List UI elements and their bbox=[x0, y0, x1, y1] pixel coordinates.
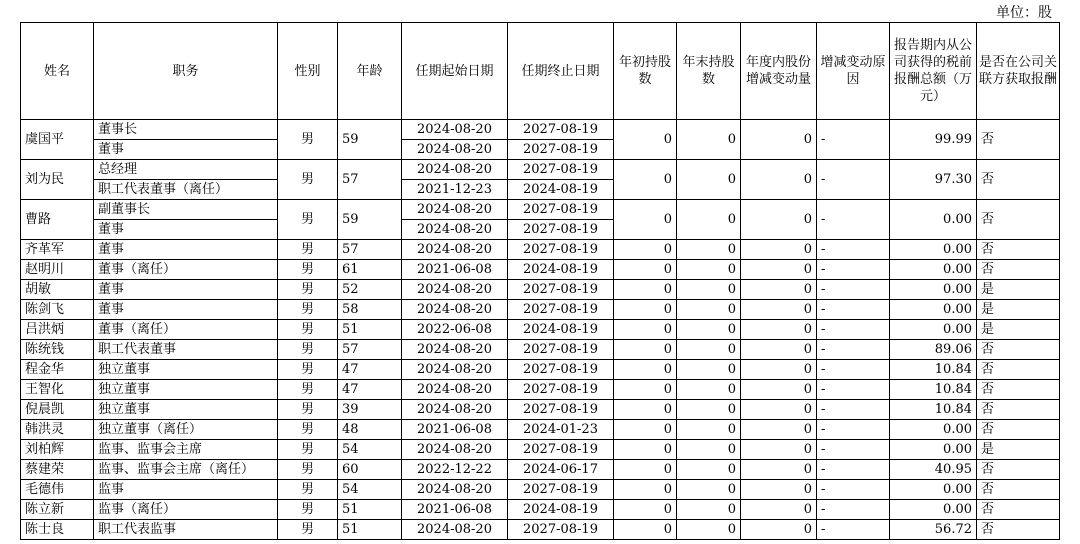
term-end-cell: 2027-08-19 bbox=[508, 380, 614, 400]
share-change-cell: 0 bbox=[741, 240, 817, 260]
end-shares-cell: 0 bbox=[677, 520, 741, 540]
role-title: 监事 bbox=[94, 480, 278, 500]
term-end-cell: 2024-08-19 bbox=[508, 500, 614, 520]
change-reason-cell: - bbox=[817, 200, 890, 240]
related-pay-cell: 否 bbox=[977, 340, 1060, 360]
share-change-cell: 0 bbox=[741, 260, 817, 280]
gender-cell: 男 bbox=[278, 520, 338, 540]
change-reason-cell: - bbox=[817, 500, 890, 520]
table-row bbox=[21, 120, 1060, 140]
table-row bbox=[21, 440, 1060, 460]
change-reason-cell: - bbox=[817, 240, 890, 260]
end-shares-cell: 0 bbox=[677, 420, 741, 440]
pay-cell: 0.00 bbox=[890, 260, 977, 280]
term-start-cell: 2024-08-20 bbox=[402, 220, 508, 240]
term-start-cell: 2024-08-20 bbox=[402, 520, 508, 540]
table-row bbox=[21, 160, 1060, 180]
role-title: 职工代表董事 bbox=[94, 340, 278, 360]
role-title: 监事（离任） bbox=[94, 500, 278, 520]
gender-cell: 男 bbox=[278, 260, 338, 280]
gender-cell: 男 bbox=[278, 360, 338, 380]
term-end-cell: 2027-08-19 bbox=[508, 140, 614, 160]
share-change-cell: 0 bbox=[741, 500, 817, 520]
change-reason-cell: - bbox=[817, 300, 890, 320]
end-shares-cell: 0 bbox=[677, 460, 741, 480]
share-change-cell: 0 bbox=[741, 160, 817, 200]
share-change-cell: 0 bbox=[741, 480, 817, 500]
table-row bbox=[21, 200, 1060, 220]
related-pay-cell: 否 bbox=[977, 420, 1060, 440]
start-shares-cell: 0 bbox=[614, 480, 677, 500]
term-start-cell: 2024-08-20 bbox=[402, 240, 508, 260]
start-shares-cell: 0 bbox=[614, 160, 677, 200]
change-reason-cell: - bbox=[817, 360, 890, 380]
role-title: 董事（离任） bbox=[94, 260, 278, 280]
term-end-cell: 2027-08-19 bbox=[508, 220, 614, 240]
role-title: 独立董事 bbox=[94, 360, 278, 380]
change-reason-cell: - bbox=[817, 120, 890, 160]
table-row bbox=[21, 240, 1060, 260]
role-title: 董事 bbox=[94, 140, 278, 160]
person-name: 程金华 bbox=[21, 360, 94, 380]
related-pay-cell: 否 bbox=[977, 240, 1060, 260]
related-pay-cell: 否 bbox=[977, 480, 1060, 500]
pay-cell: 0.00 bbox=[890, 420, 977, 440]
term-start-cell: 2021-06-08 bbox=[402, 500, 508, 520]
related-pay-cell: 否 bbox=[977, 400, 1060, 420]
person-name: 陈士良 bbox=[21, 520, 94, 540]
share-change-cell: 0 bbox=[741, 400, 817, 420]
pay-cell: 0.00 bbox=[890, 320, 977, 340]
header-start-shares: 年初持股数 bbox=[614, 23, 677, 120]
gender-cell: 男 bbox=[278, 120, 338, 160]
header-term-start: 任期起始日期 bbox=[402, 23, 508, 120]
change-reason-cell: - bbox=[817, 340, 890, 360]
table-row bbox=[21, 380, 1060, 400]
person-name: 陈剑飞 bbox=[21, 300, 94, 320]
share-change-cell: 0 bbox=[741, 420, 817, 440]
end-shares-cell: 0 bbox=[677, 340, 741, 360]
related-pay-cell: 否 bbox=[977, 460, 1060, 480]
term-end-cell: 2027-08-19 bbox=[508, 360, 614, 380]
age-cell: 57 bbox=[338, 240, 402, 260]
start-shares-cell: 0 bbox=[614, 440, 677, 460]
person-name: 刘为民 bbox=[21, 160, 94, 200]
end-shares-cell: 0 bbox=[677, 440, 741, 460]
share-change-cell: 0 bbox=[741, 360, 817, 380]
term-start-cell: 2021-06-08 bbox=[402, 260, 508, 280]
header-position: 职务 bbox=[94, 23, 278, 120]
start-shares-cell: 0 bbox=[614, 360, 677, 380]
term-start-cell: 2024-08-20 bbox=[402, 380, 508, 400]
term-start-cell: 2024-08-20 bbox=[402, 480, 508, 500]
change-reason-cell: - bbox=[817, 460, 890, 480]
person-name: 陈统钱 bbox=[21, 340, 94, 360]
start-shares-cell: 0 bbox=[614, 320, 677, 340]
pay-cell: 99.99 bbox=[890, 120, 977, 160]
related-pay-cell: 否 bbox=[977, 200, 1060, 240]
related-pay-cell: 否 bbox=[977, 120, 1060, 160]
term-end-cell: 2027-08-19 bbox=[508, 480, 614, 500]
role-title: 董事 bbox=[94, 220, 278, 240]
pay-cell: 0.00 bbox=[890, 500, 977, 520]
related-pay-cell: 否 bbox=[977, 360, 1060, 380]
header-end-shares: 年末持股数 bbox=[677, 23, 741, 120]
share-change-cell: 0 bbox=[741, 300, 817, 320]
age-cell: 47 bbox=[338, 380, 402, 400]
header-row bbox=[21, 23, 1060, 120]
gender-cell: 男 bbox=[278, 480, 338, 500]
age-cell: 59 bbox=[338, 120, 402, 160]
start-shares-cell: 0 bbox=[614, 200, 677, 240]
share-change-cell: 0 bbox=[741, 440, 817, 460]
start-shares-cell: 0 bbox=[614, 340, 677, 360]
term-start-cell: 2021-12-23 bbox=[402, 180, 508, 200]
term-end-cell: 2027-08-19 bbox=[508, 340, 614, 360]
role-title: 董事 bbox=[94, 280, 278, 300]
related-pay-cell: 否 bbox=[977, 380, 1060, 400]
table-row bbox=[21, 520, 1060, 540]
pay-cell: 0.00 bbox=[890, 480, 977, 500]
pay-cell: 0.00 bbox=[890, 240, 977, 260]
start-shares-cell: 0 bbox=[614, 300, 677, 320]
person-name: 曹路 bbox=[21, 200, 94, 240]
term-start-cell: 2024-08-20 bbox=[402, 300, 508, 320]
term-start-cell: 2022-06-08 bbox=[402, 320, 508, 340]
term-start-cell: 2024-08-20 bbox=[402, 440, 508, 460]
person-name: 胡敏 bbox=[21, 280, 94, 300]
start-shares-cell: 0 bbox=[614, 120, 677, 160]
share-change-cell: 0 bbox=[741, 280, 817, 300]
change-reason-cell: - bbox=[817, 160, 890, 200]
change-reason-cell: - bbox=[817, 420, 890, 440]
term-end-cell: 2027-08-19 bbox=[508, 280, 614, 300]
end-shares-cell: 0 bbox=[677, 320, 741, 340]
start-shares-cell: 0 bbox=[614, 460, 677, 480]
table-body bbox=[21, 120, 1060, 540]
share-change-cell: 0 bbox=[741, 340, 817, 360]
pay-cell: 89.06 bbox=[890, 340, 977, 360]
role-title: 监事、监事会主席（离任） bbox=[94, 460, 278, 480]
start-shares-cell: 0 bbox=[614, 240, 677, 260]
pay-cell: 0.00 bbox=[890, 200, 977, 240]
pay-cell: 10.84 bbox=[890, 360, 977, 380]
table-row bbox=[21, 340, 1060, 360]
role-title: 董事 bbox=[94, 240, 278, 260]
table-row bbox=[21, 480, 1060, 500]
start-shares-cell: 0 bbox=[614, 400, 677, 420]
table-row bbox=[21, 500, 1060, 520]
pay-cell: 0.00 bbox=[890, 300, 977, 320]
term-end-cell: 2027-08-19 bbox=[508, 200, 614, 220]
table-row bbox=[21, 460, 1060, 480]
person-name: 陈立新 bbox=[21, 500, 94, 520]
term-end-cell: 2027-08-19 bbox=[508, 120, 614, 140]
gender-cell: 男 bbox=[278, 400, 338, 420]
age-cell: 60 bbox=[338, 460, 402, 480]
end-shares-cell: 0 bbox=[677, 200, 741, 240]
age-cell: 51 bbox=[338, 320, 402, 340]
term-end-cell: 2027-08-19 bbox=[508, 300, 614, 320]
pay-cell: 0.00 bbox=[890, 440, 977, 460]
header-name: 姓名 bbox=[21, 23, 94, 120]
person-name: 韩洪灵 bbox=[21, 420, 94, 440]
term-end-cell: 2024-06-17 bbox=[508, 460, 614, 480]
share-change-cell: 0 bbox=[741, 320, 817, 340]
start-shares-cell: 0 bbox=[614, 500, 677, 520]
share-change-cell: 0 bbox=[741, 380, 817, 400]
gender-cell: 男 bbox=[278, 460, 338, 480]
end-shares-cell: 0 bbox=[677, 240, 741, 260]
change-reason-cell: - bbox=[817, 480, 890, 500]
header-share-change: 年度内股份增减变动量 bbox=[741, 23, 817, 120]
term-start-cell: 2024-08-20 bbox=[402, 280, 508, 300]
end-shares-cell: 0 bbox=[677, 380, 741, 400]
age-cell: 51 bbox=[338, 520, 402, 540]
age-cell: 54 bbox=[338, 480, 402, 500]
related-pay-cell: 是 bbox=[977, 300, 1060, 320]
role-title: 董事（离任） bbox=[94, 320, 278, 340]
end-shares-cell: 0 bbox=[677, 120, 741, 160]
age-cell: 54 bbox=[338, 440, 402, 460]
share-change-cell: 0 bbox=[741, 520, 817, 540]
age-cell: 52 bbox=[338, 280, 402, 300]
gender-cell: 男 bbox=[278, 420, 338, 440]
related-pay-cell: 是 bbox=[977, 440, 1060, 460]
role-title: 独立董事（离任） bbox=[94, 420, 278, 440]
related-pay-cell: 否 bbox=[977, 160, 1060, 200]
pay-cell: 10.84 bbox=[890, 400, 977, 420]
start-shares-cell: 0 bbox=[614, 280, 677, 300]
start-shares-cell: 0 bbox=[614, 260, 677, 280]
share-change-cell: 0 bbox=[741, 460, 817, 480]
table-row bbox=[21, 280, 1060, 300]
end-shares-cell: 0 bbox=[677, 360, 741, 380]
pay-cell: 97.30 bbox=[890, 160, 977, 200]
term-start-cell: 2024-08-20 bbox=[402, 360, 508, 380]
related-pay-cell: 是 bbox=[977, 320, 1060, 340]
table-row bbox=[21, 360, 1060, 380]
term-start-cell: 2024-08-20 bbox=[402, 200, 508, 220]
end-shares-cell: 0 bbox=[677, 300, 741, 320]
age-cell: 58 bbox=[338, 300, 402, 320]
end-shares-cell: 0 bbox=[677, 160, 741, 200]
term-end-cell: 2024-01-23 bbox=[508, 420, 614, 440]
table-row bbox=[21, 400, 1060, 420]
term-end-cell: 2027-08-19 bbox=[508, 440, 614, 460]
header-pay: 报告期内从公司获得的税前报酬总额（万元） bbox=[890, 23, 977, 120]
pay-cell: 10.84 bbox=[890, 380, 977, 400]
gender-cell: 男 bbox=[278, 280, 338, 300]
change-reason-cell: - bbox=[817, 280, 890, 300]
header-term-end: 任期终止日期 bbox=[508, 23, 614, 120]
role-title: 职工代表董事（离任） bbox=[94, 180, 278, 200]
age-cell: 61 bbox=[338, 260, 402, 280]
related-pay-cell: 否 bbox=[977, 260, 1060, 280]
term-end-cell: 2024-08-19 bbox=[508, 180, 614, 200]
gender-cell: 男 bbox=[278, 320, 338, 340]
role-title: 独立董事 bbox=[94, 400, 278, 420]
gender-cell: 男 bbox=[278, 200, 338, 240]
role-title: 总经理 bbox=[94, 160, 278, 180]
term-start-cell: 2024-08-20 bbox=[402, 120, 508, 140]
person-name: 毛德伟 bbox=[21, 480, 94, 500]
share-change-cell: 0 bbox=[741, 200, 817, 240]
role-title: 职工代表监事 bbox=[94, 520, 278, 540]
header-related-pay: 是否在公司关联方获取报酬 bbox=[977, 23, 1060, 120]
change-reason-cell: - bbox=[817, 260, 890, 280]
age-cell: 59 bbox=[338, 200, 402, 240]
age-cell: 47 bbox=[338, 360, 402, 380]
pay-cell: 40.95 bbox=[890, 460, 977, 480]
change-reason-cell: - bbox=[817, 520, 890, 540]
table-row bbox=[21, 300, 1060, 320]
table-row bbox=[21, 420, 1060, 440]
gender-cell: 男 bbox=[278, 300, 338, 320]
pay-cell: 56.72 bbox=[890, 520, 977, 540]
start-shares-cell: 0 bbox=[614, 420, 677, 440]
pay-cell: 0.00 bbox=[890, 280, 977, 300]
end-shares-cell: 0 bbox=[677, 260, 741, 280]
person-name: 倪晨凯 bbox=[21, 400, 94, 420]
gender-cell: 男 bbox=[278, 500, 338, 520]
term-end-cell: 2027-08-19 bbox=[508, 400, 614, 420]
role-title: 独立董事 bbox=[94, 380, 278, 400]
gender-cell: 男 bbox=[278, 160, 338, 200]
gender-cell: 男 bbox=[278, 380, 338, 400]
change-reason-cell: - bbox=[817, 400, 890, 420]
gender-cell: 男 bbox=[278, 440, 338, 460]
share-change-cell: 0 bbox=[741, 120, 817, 160]
unit-label: 单位：股 bbox=[996, 5, 1052, 21]
role-title: 副董事长 bbox=[94, 200, 278, 220]
end-shares-cell: 0 bbox=[677, 400, 741, 420]
gender-cell: 男 bbox=[278, 240, 338, 260]
term-start-cell: 2024-08-20 bbox=[402, 160, 508, 180]
person-name: 吕洪炳 bbox=[21, 320, 94, 340]
term-end-cell: 2027-08-19 bbox=[508, 160, 614, 180]
term-end-cell: 2027-08-19 bbox=[508, 240, 614, 260]
table-row bbox=[21, 320, 1060, 340]
related-pay-cell: 否 bbox=[977, 520, 1060, 540]
term-end-cell: 2027-08-19 bbox=[508, 520, 614, 540]
header-gender: 性别 bbox=[278, 23, 338, 120]
term-start-cell: 2024-08-20 bbox=[402, 140, 508, 160]
person-name: 齐革军 bbox=[21, 240, 94, 260]
term-start-cell: 2024-08-20 bbox=[402, 340, 508, 360]
person-name: 赵明川 bbox=[21, 260, 94, 280]
age-cell: 57 bbox=[338, 340, 402, 360]
term-start-cell: 2022-12-22 bbox=[402, 460, 508, 480]
term-end-cell: 2024-08-19 bbox=[508, 320, 614, 340]
change-reason-cell: - bbox=[817, 320, 890, 340]
person-name: 虞国平 bbox=[21, 120, 94, 160]
person-name: 刘柏辉 bbox=[21, 440, 94, 460]
person-name: 王智化 bbox=[21, 380, 94, 400]
person-name: 蔡建荣 bbox=[21, 460, 94, 480]
header-change-reason: 增减变动原因 bbox=[817, 23, 890, 120]
table-row bbox=[21, 260, 1060, 280]
director-shareholding-table bbox=[20, 22, 1060, 540]
change-reason-cell: - bbox=[817, 440, 890, 460]
related-pay-cell: 否 bbox=[977, 500, 1060, 520]
related-pay-cell: 是 bbox=[977, 280, 1060, 300]
age-cell: 39 bbox=[338, 400, 402, 420]
end-shares-cell: 0 bbox=[677, 500, 741, 520]
header-age: 年龄 bbox=[338, 23, 402, 120]
term-start-cell: 2021-06-08 bbox=[402, 420, 508, 440]
term-end-cell: 2024-08-19 bbox=[508, 260, 614, 280]
end-shares-cell: 0 bbox=[677, 480, 741, 500]
start-shares-cell: 0 bbox=[614, 380, 677, 400]
role-title: 董事 bbox=[94, 300, 278, 320]
age-cell: 48 bbox=[338, 420, 402, 440]
start-shares-cell: 0 bbox=[614, 520, 677, 540]
age-cell: 57 bbox=[338, 160, 402, 200]
gender-cell: 男 bbox=[278, 340, 338, 360]
end-shares-cell: 0 bbox=[677, 280, 741, 300]
term-start-cell: 2024-08-20 bbox=[402, 400, 508, 420]
change-reason-cell: - bbox=[817, 380, 890, 400]
age-cell: 51 bbox=[338, 500, 402, 520]
role-title: 董事长 bbox=[94, 120, 278, 140]
role-title: 监事、监事会主席 bbox=[94, 440, 278, 460]
